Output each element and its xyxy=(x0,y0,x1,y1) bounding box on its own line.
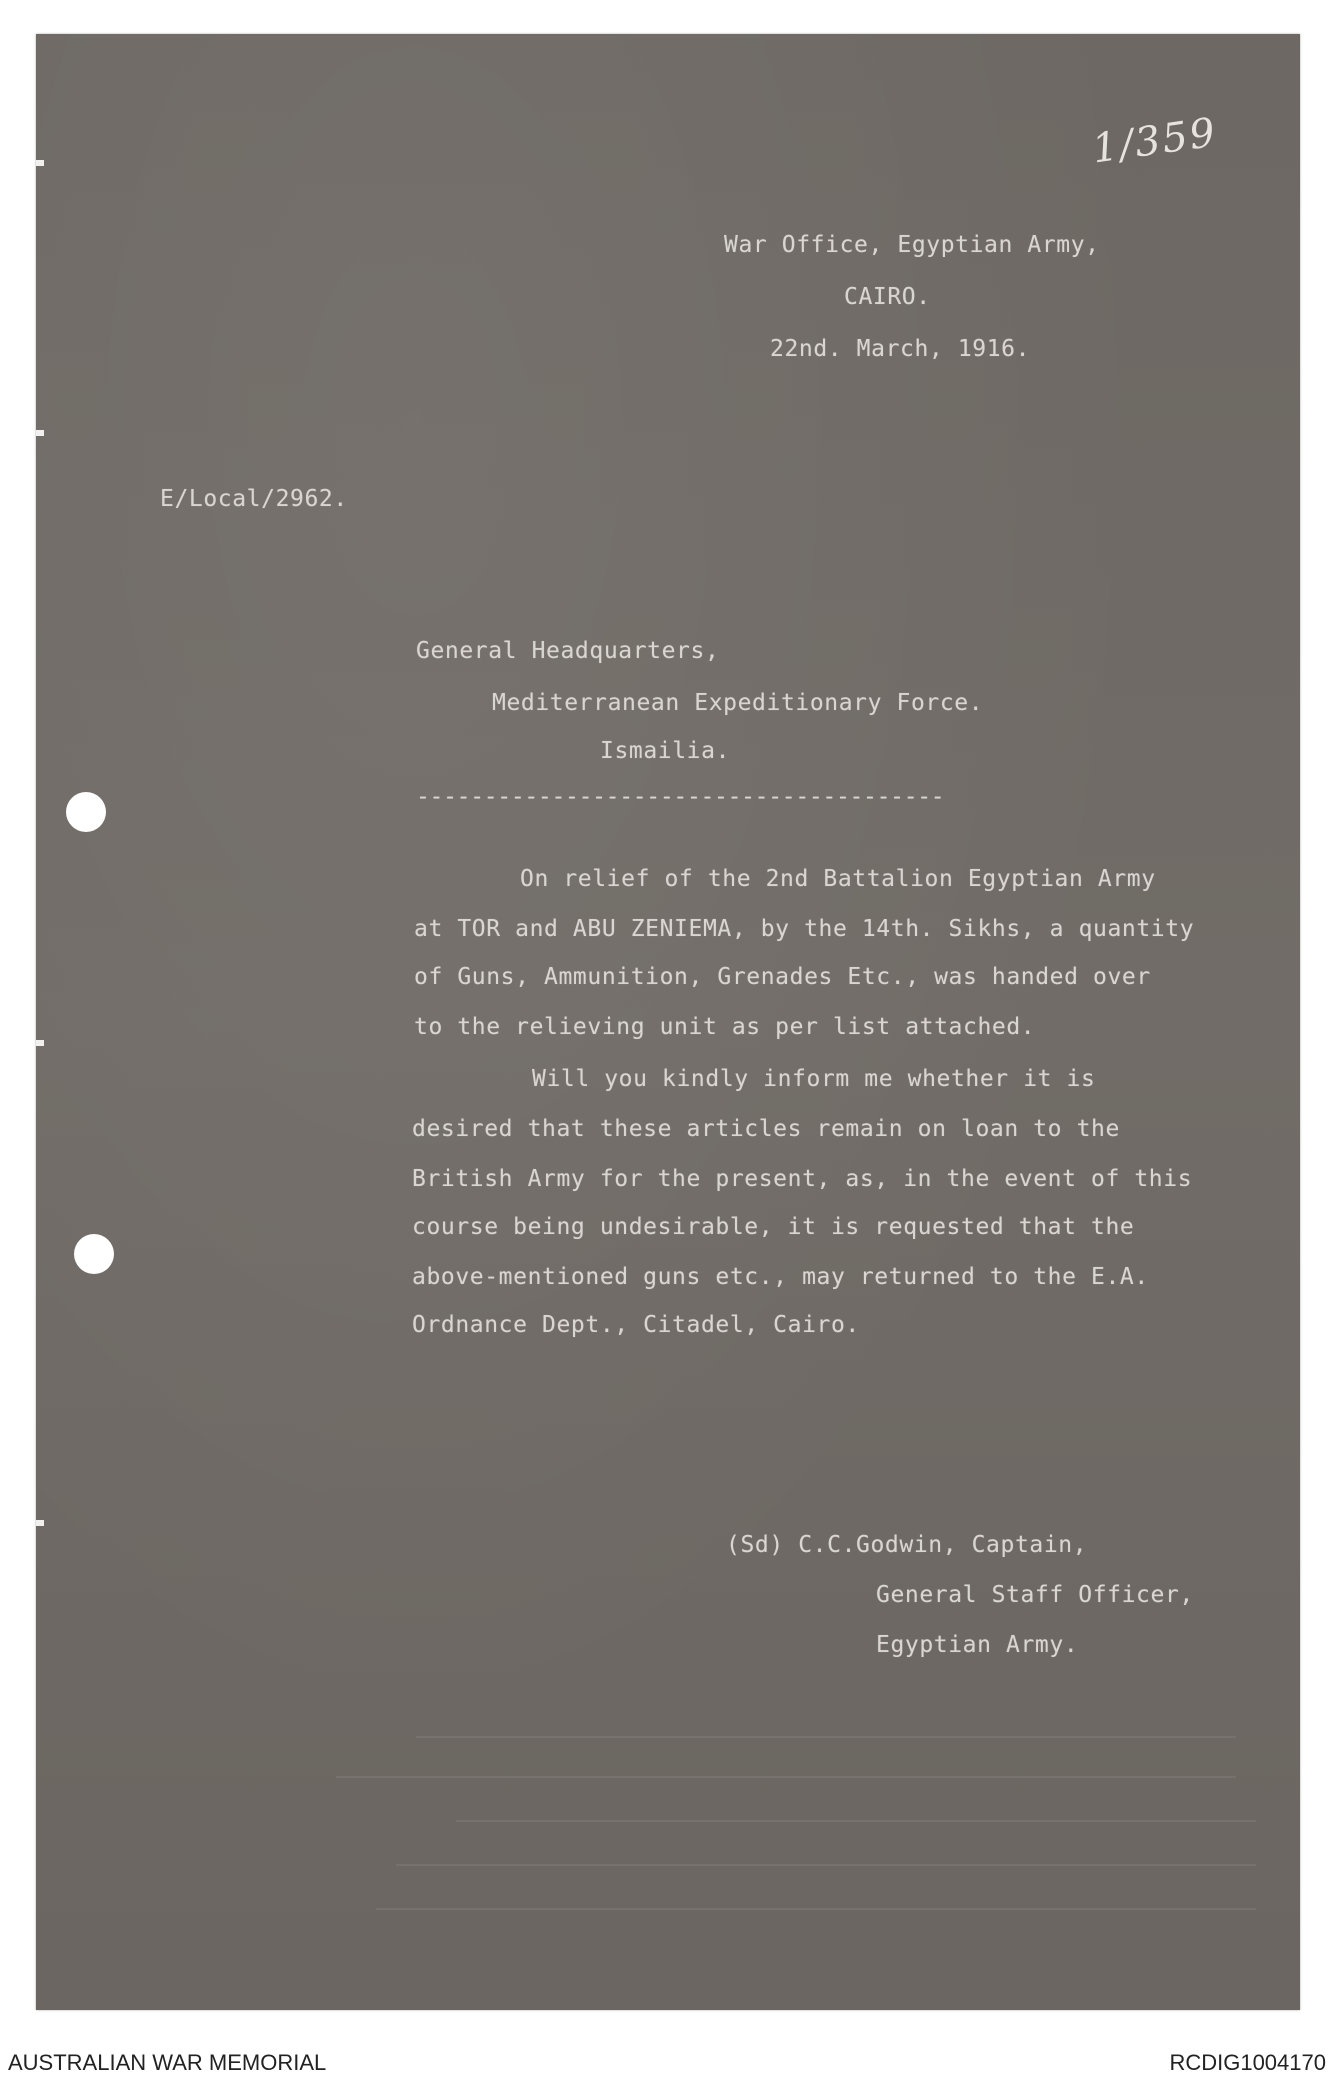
body-line-7: British Army for the present, as, in the event of this xyxy=(412,1166,1193,1192)
archive-item-id: RCDIG1004170 xyxy=(1169,2050,1326,2075)
paper-crease xyxy=(336,1776,1236,1778)
body-line-6: desired that these articles remain on loan to the xyxy=(412,1116,1120,1142)
signature-unit: Egyptian Army. xyxy=(876,1632,1079,1658)
edge-tear xyxy=(36,160,44,166)
punch-hole xyxy=(66,792,106,832)
body-line-3: of Guns, Ammunition, Grenades Etc., was handed over xyxy=(414,964,1151,990)
typewritten-letter-sheet xyxy=(36,34,1300,2010)
paper-crease xyxy=(396,1864,1256,1866)
edge-tear xyxy=(36,1040,44,1046)
body-line-8: course being undesirable, it is requested that the xyxy=(412,1214,1135,1240)
signature-name: (Sd) C.C.Godwin, Captain, xyxy=(726,1532,1088,1558)
paper-crease xyxy=(456,1820,1256,1822)
paper-crease xyxy=(416,1736,1236,1738)
addressee-line-3: Ismailia. xyxy=(600,738,731,764)
letterhead-city: CAIRO. xyxy=(844,284,931,310)
signature-title: General Staff Officer, xyxy=(876,1582,1194,1608)
addressee-line-2: Mediterranean Expeditionary Force. xyxy=(492,690,984,716)
body-line-9: above-mentioned guns etc., may returned to the E.A. xyxy=(412,1264,1149,1290)
body-line-4: to the relieving unit as per list attached. xyxy=(414,1014,1036,1040)
body-line-10: Ordnance Dept., Citadel, Cairo. xyxy=(412,1312,860,1338)
edge-tear xyxy=(36,1520,44,1526)
punch-hole xyxy=(74,1234,114,1274)
body-line-5: Will you kindly inform me whether it is xyxy=(532,1066,1096,1092)
paper-crease xyxy=(376,1908,1256,1910)
edge-tear xyxy=(36,430,44,436)
addressee-line-1: General Headquarters, xyxy=(416,638,720,664)
body-line-2: at TOR and ABU ZENIEMA, by the 14th. Sikhs, a quantity xyxy=(414,916,1195,942)
separator-rule: --------------------------------------- xyxy=(416,784,945,810)
letterhead-office: War Office, Egyptian Army, xyxy=(724,232,1100,258)
reference-number: E/Local/2962. xyxy=(160,486,348,512)
archive-credit: AUSTRALIAN WAR MEMORIAL xyxy=(8,2050,327,2075)
body-line-1: On relief of the 2nd Battalion Egyptian Army xyxy=(520,866,1156,892)
folio-annotation: 1/359 xyxy=(1089,109,1220,173)
letter-date: 22nd. March, 1916. xyxy=(770,336,1031,362)
